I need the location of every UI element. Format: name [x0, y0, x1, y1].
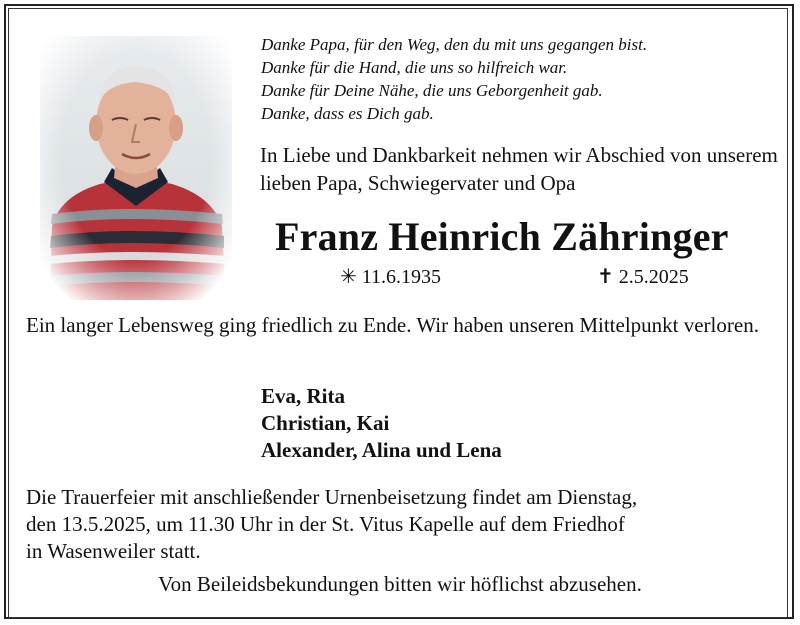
ceremony-text [26, 484, 786, 565]
cross-icon: ✝ [597, 266, 614, 288]
intro-text: In Liebe und Dankbarkeit nehmen wir Abschied von unserem lieben Papa, Schwiegervater und Opa [260, 143, 778, 195]
ceremony-line: in Wasenweiler statt. [26, 539, 201, 563]
death-date [597, 264, 689, 289]
poem [261, 33, 781, 125]
birth-date [340, 264, 441, 289]
portrait-photo [40, 36, 232, 300]
death-date-value: 2.5.2025 [618, 266, 689, 288]
family-line: Eva, Rita [261, 384, 345, 408]
poem-line: Danke für die Hand, die uns so hilfreich war. [261, 58, 568, 77]
ceremony-line: Die Trauerfeier mit anschließender Urnenbeisetzung findet am Dienstag, [26, 485, 638, 509]
birth-date-value: 11.6.1935 [361, 266, 442, 288]
asterisk-icon: ✳ [340, 266, 357, 288]
poem-line: Danke für Deine Nähe, die uns Geborgenheit gab. [261, 81, 603, 100]
life-text: Ein langer Lebensweg ging friedlich zu Ende. Wir haben unseren Mittelpunkt verloren. [26, 313, 759, 337]
family-list [261, 383, 502, 464]
condolence-note: Von Beileidsbekundungen bitten wir höflichst abzusehen. [158, 572, 642, 596]
ceremony-line: den 13.5.2025, um 11.30 Uhr in der St. Vitus Kapelle auf dem Friedhof [26, 512, 625, 536]
poem-line: Danke, dass es Dich gab. [261, 104, 434, 123]
deceased-name: Franz Heinrich Zähringer [275, 214, 729, 259]
poem-line: Danke Papa, für den Weg, den du mit uns gegangen bist. [261, 35, 648, 54]
family-line: Alexander, Alina und Lena [261, 438, 502, 462]
family-line: Christian, Kai [261, 411, 390, 435]
